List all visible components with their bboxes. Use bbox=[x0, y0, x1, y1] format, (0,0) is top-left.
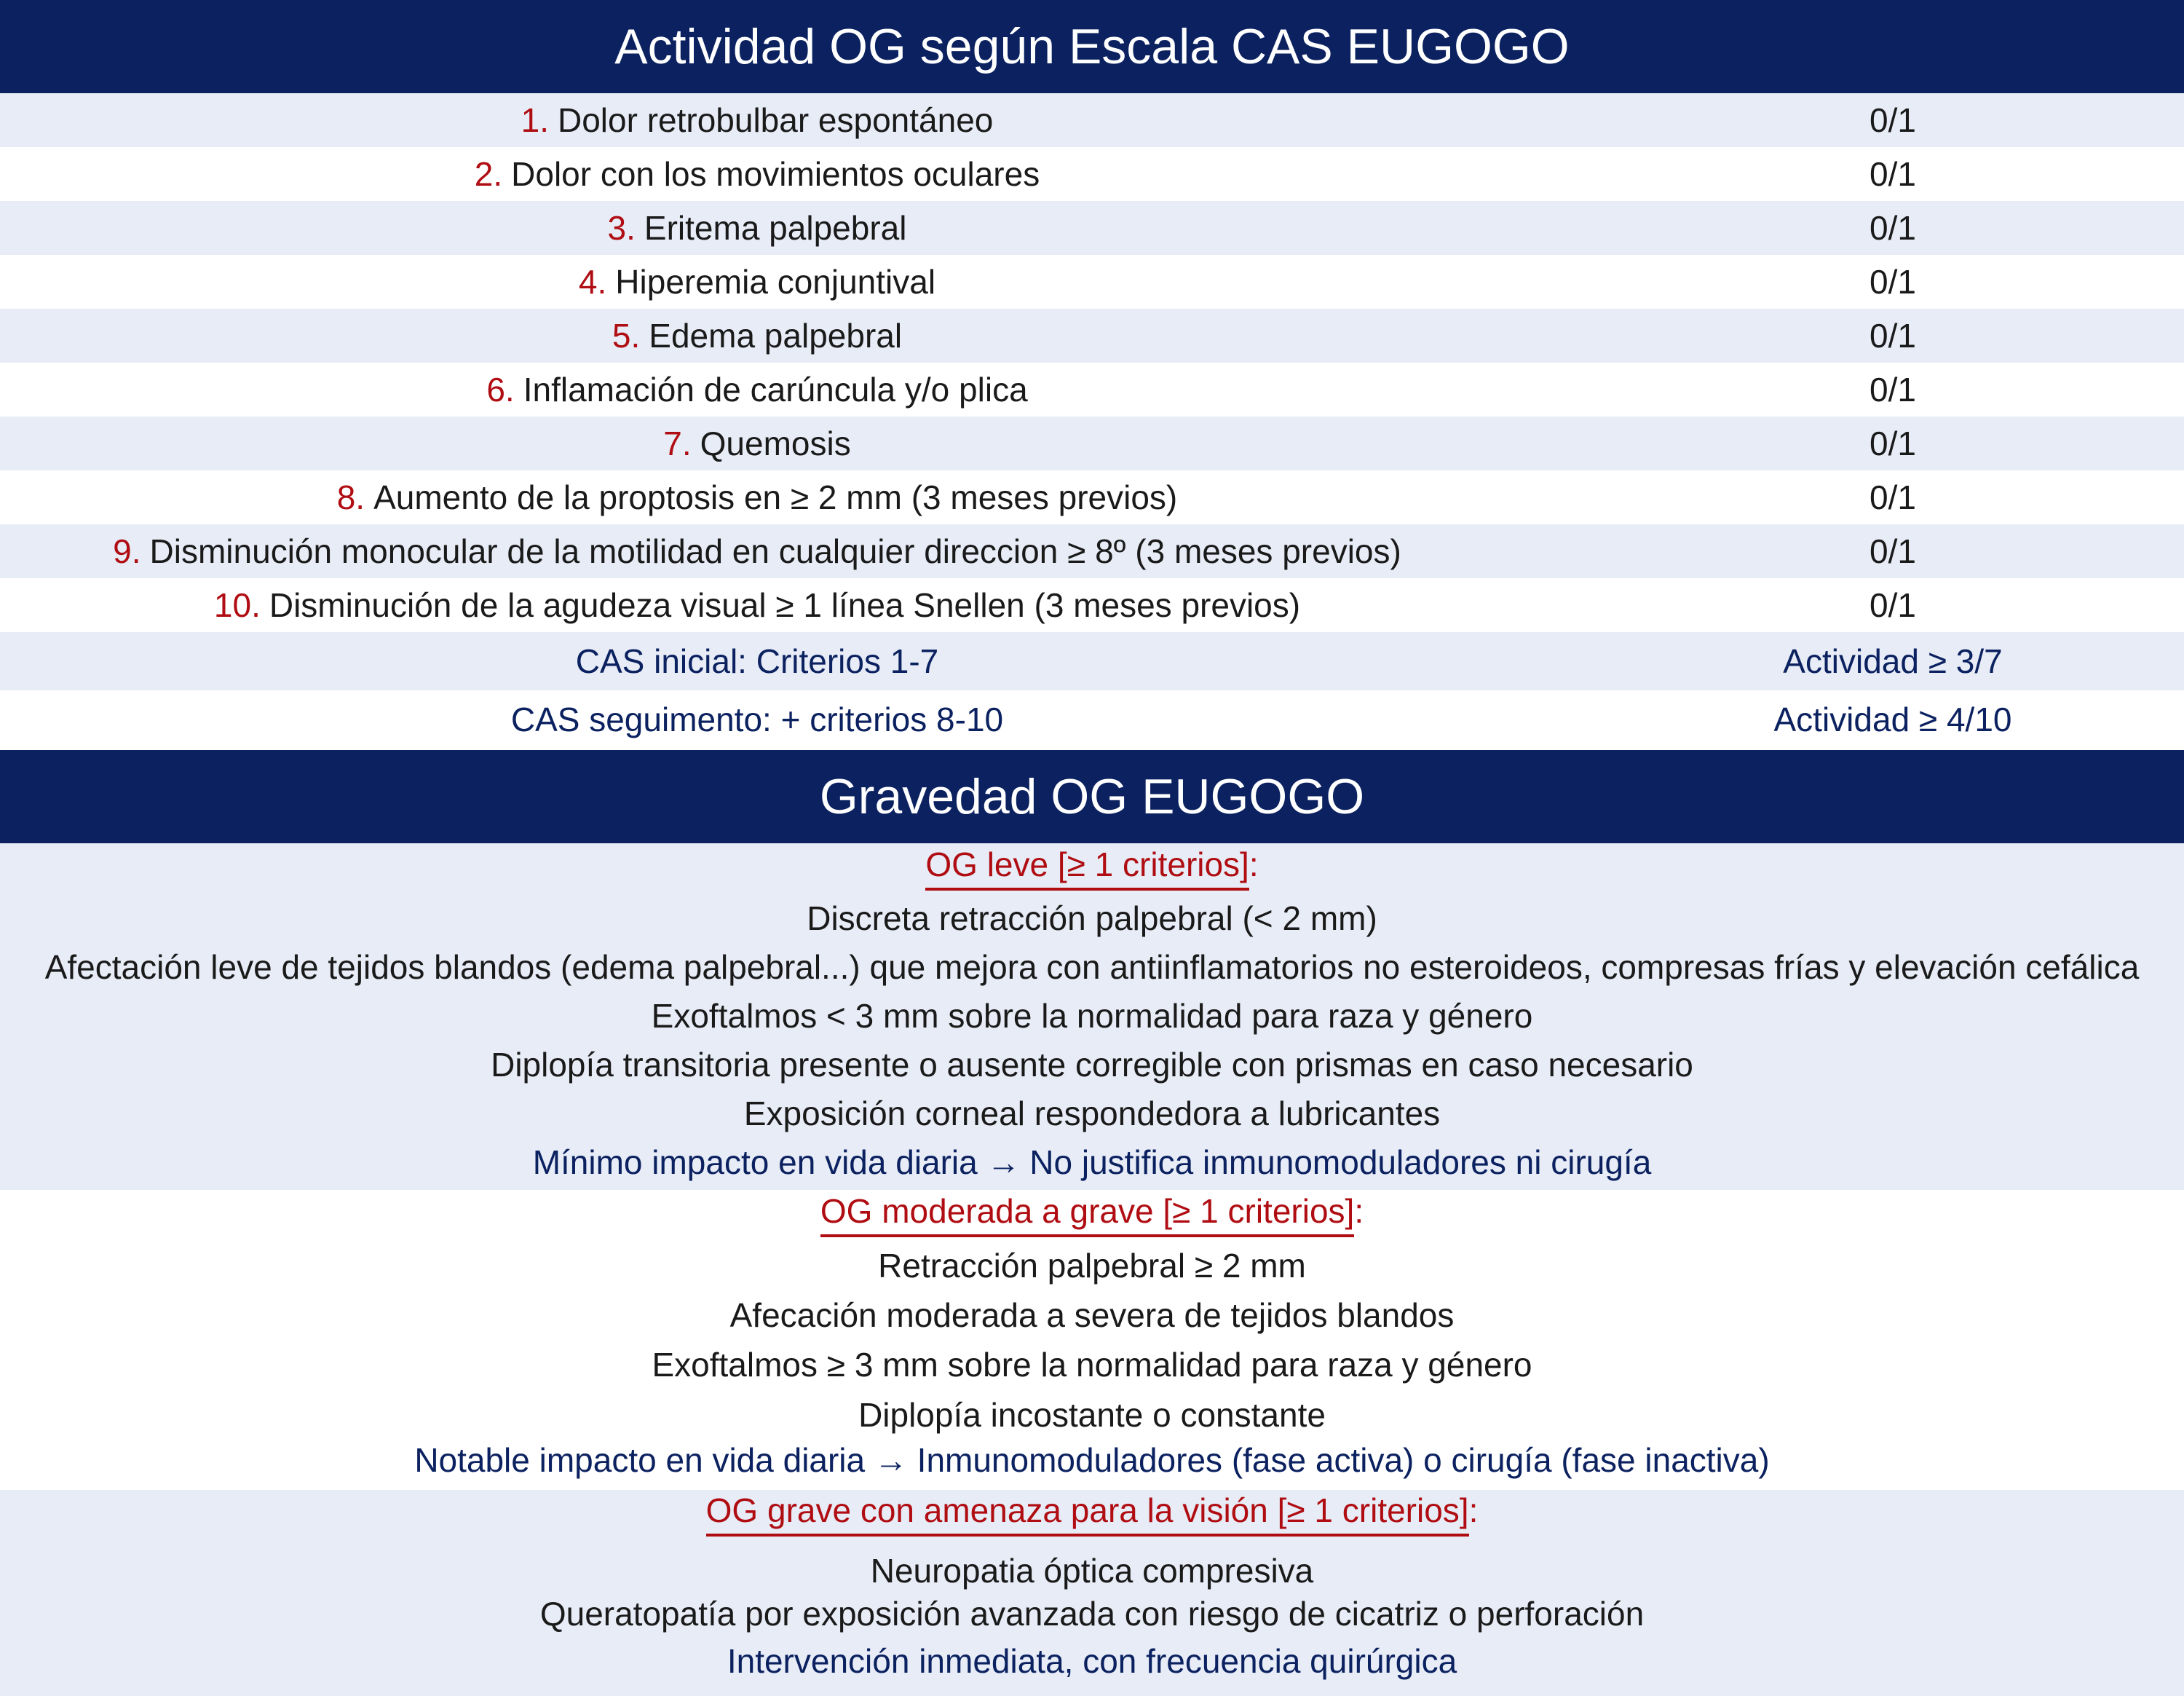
cas-followup-row bbox=[0, 690, 2184, 749]
criterion-score: 0/1 bbox=[1870, 263, 1916, 301]
cas-followup-label: CAS seguimento: + criterios 8-10 bbox=[510, 701, 1004, 738]
cas-initial-label: CAS inicial: Criterios 1-7 bbox=[575, 642, 939, 680]
mild-header-text: OG leve [≥ 1 criterios] bbox=[925, 845, 1249, 891]
criterion-label bbox=[0, 309, 1514, 363]
criterion-row bbox=[0, 470, 2184, 524]
severity-title-text: Gravedad OG EUGOGO bbox=[819, 769, 1365, 824]
severe-header-text: OG grave con amenaza para la visión [≥ 1 criterios] bbox=[706, 1491, 1469, 1537]
criterion-score: 0/1 bbox=[1870, 155, 1916, 193]
criterion-row bbox=[0, 578, 2184, 632]
severity-title bbox=[0, 750, 2184, 843]
criterion-text: Disminución de la agudeza visual ≥ 1 línea Snellen (3 meses previos) bbox=[269, 586, 1301, 624]
criterion-score: 0/1 bbox=[1870, 478, 1916, 516]
cas-followup-value: Actividad ≥ 4/10 bbox=[1773, 701, 2012, 738]
criterion-label bbox=[0, 417, 1514, 470]
criterion-label bbox=[0, 255, 1514, 309]
criterion-score: 0/1 bbox=[1870, 209, 1916, 247]
criterion-label bbox=[0, 524, 1514, 578]
criterion-text: Hiperemia conjuntival bbox=[615, 263, 936, 301]
criterion-number: 3. bbox=[607, 209, 636, 247]
criterion-text: Edema palpebral bbox=[649, 317, 903, 355]
severe-item: Queratopatía por exposición avanzada con riesgo de cicatriz o perforación bbox=[539, 1595, 1645, 1633]
criterion-number: 10. bbox=[213, 586, 261, 624]
criterion-text: Eritema palpebral bbox=[644, 209, 907, 247]
criterion-number: 5. bbox=[612, 317, 641, 355]
criterion-text: Dolor con los movimientos oculares bbox=[511, 155, 1040, 193]
moderate-conclusion: Notable impacto en vida diaria → Inmunomoduladores (fase activa) o cirugía (fase inactiva) bbox=[414, 1441, 1770, 1479]
criterion-row bbox=[0, 255, 2184, 309]
moderate-item: Afecación moderada a severa de tejidos blandos bbox=[729, 1296, 1455, 1334]
moderate-item: Exoftalmos ≥ 3 mm sobre la normalidad para raza y género bbox=[652, 1346, 1532, 1384]
criterion-label bbox=[0, 578, 1514, 632]
mild-item: Discreta retracción palpebral (< 2 mm) bbox=[807, 899, 1377, 937]
mild-header: OG leve [≥ 1 criterios]: bbox=[0, 845, 2184, 884]
mild-item: Exposición corneal respondedora a lubricantes bbox=[743, 1094, 1441, 1132]
criterion-number: 4. bbox=[578, 263, 607, 301]
criterion-row bbox=[0, 147, 2184, 201]
activity-title-text: Actividad OG según Escala CAS EUGOGO bbox=[614, 19, 1570, 74]
criterion-number: 6. bbox=[486, 371, 515, 409]
mild-item: Exoftalmos < 3 mm sobre la normalidad para raza y género bbox=[651, 997, 1533, 1035]
severe-conclusion: Intervención inmediata, con frecuencia quirúrgica bbox=[727, 1642, 1457, 1680]
moderate-item: Retracción palpebral ≥ 2 mm bbox=[878, 1247, 1306, 1285]
criterion-score: 0/1 bbox=[1870, 101, 1916, 139]
criterion-row bbox=[0, 201, 2184, 255]
criterion-label bbox=[0, 470, 1514, 524]
criterion-row bbox=[0, 363, 2184, 417]
moderate-header: OG moderada a grave [≥ 1 criterios]: bbox=[0, 1191, 2184, 1231]
cas-initial-row bbox=[0, 632, 2184, 690]
criterion-text: Dolor retrobulbar espontáneo bbox=[557, 101, 994, 139]
criterion-number: 7. bbox=[663, 425, 692, 462]
criterion-text: Quemosis bbox=[700, 425, 851, 462]
criterion-label bbox=[0, 93, 1514, 147]
criterion-number: 8. bbox=[336, 478, 365, 516]
criterion-label bbox=[0, 147, 1514, 201]
criterion-row bbox=[0, 93, 2184, 147]
criterion-score: 0/1 bbox=[1870, 532, 1916, 570]
criterion-text: Disminución monocular de la motilidad en cualquier direccion ≥ 8º (3 meses previos) bbox=[149, 532, 1401, 570]
criterion-row bbox=[0, 524, 2184, 578]
severe-item: Neuropatia óptica compresiva bbox=[870, 1552, 1314, 1590]
moderate-item: Diplopía incostante o constante bbox=[858, 1396, 1326, 1434]
criterion-row bbox=[0, 309, 2184, 363]
criterion-label bbox=[0, 363, 1514, 417]
criterion-row bbox=[0, 417, 2184, 470]
criterion-number: 9. bbox=[113, 532, 141, 570]
criterion-text: Aumento de la proptosis en ≥ 2 mm (3 meses previos) bbox=[373, 478, 1178, 516]
criterion-score: 0/1 bbox=[1870, 425, 1916, 462]
mild-conclusion: Mínimo impacto en vida diaria → No justifica inmunomoduladores ni cirugía bbox=[532, 1143, 1652, 1181]
cas-initial-value: Actividad ≥ 3/7 bbox=[1783, 642, 2003, 680]
mild-item: Afectación leve de tejidos blandos (edema palpebral...) que mejora con antiinflamatorios no esteroideos, compresas frías y elevación cefálica bbox=[44, 948, 2140, 986]
activity-title bbox=[0, 0, 2184, 93]
severe-header: OG grave con amenaza para la visión [≥ 1 criterios]: bbox=[0, 1491, 2184, 1530]
criterion-text: Inflamación de carúncula y/o plica bbox=[523, 371, 1028, 409]
criterion-score: 0/1 bbox=[1870, 371, 1916, 409]
criterion-number: 1. bbox=[521, 101, 549, 139]
criterion-label bbox=[0, 201, 1514, 255]
moderate-header-text: OG moderada a grave [≥ 1 criterios] bbox=[820, 1192, 1354, 1237]
criterion-score: 0/1 bbox=[1870, 317, 1916, 355]
criterion-number: 2. bbox=[474, 155, 503, 193]
criterion-score: 0/1 bbox=[1870, 586, 1916, 624]
mild-item: Diplopía transitoria presente o ausente corregible con prismas en caso necesario bbox=[491, 1046, 1693, 1084]
